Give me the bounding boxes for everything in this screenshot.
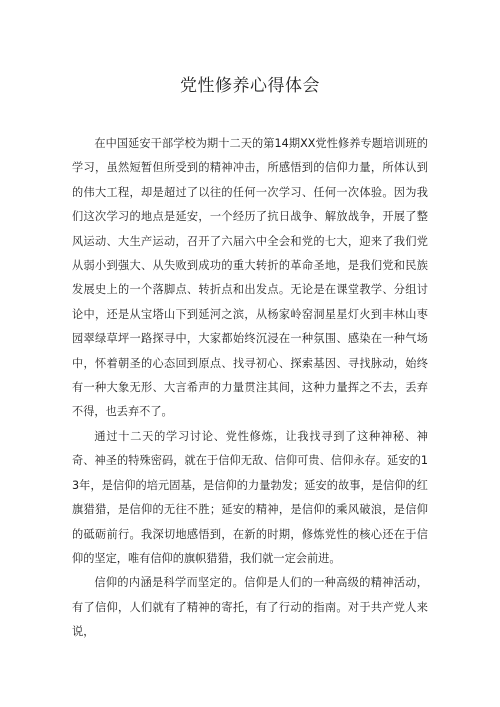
paragraph-3: 信仰的内涵是科学而坚定的。信仰是人们的一种高级的精神活动，有了信仰，人们就有了精神的寄托，有了行动的指南。对于共产党人来说， (72, 576, 428, 639)
document-body (72, 132, 428, 645)
document-title: 党性修养心得体会 (180, 76, 320, 96)
paragraph-2: 通过十二天的学习讨论、党性修炼，让我找寻到了这种神秘、神奇、神圣的特殊密码，就在于信仰无敌、信仰可贵、信仰永存。延安的13年，是信仰的培元固基，是信仰的力量勃发；延安的故事，是信仰的红旗猎猎，是信仰的无往不胜；延安的精神，是信仰的乘风破浪，是信仰的砥砺前行。我深切地感悟到，在新的时期，修炼党性的核心还在于信仰的坚定，唯有信仰的旗帜猎猎，我们就一定会前进。 (72, 429, 428, 565)
paragraph-1: 在中国延安干部学校为期十二天的第14期XX党性修养专题培训班的学习，虽然短暂但所受到的精神冲击，所感悟到的信仰力量，所体认到的伟大工程，却是超过了以往的任何一次学习、任何一次体验。因为我们这次学习的地点是延安，一个经历了抗日战争、解放战争，开展了整风运动、大生产运动，召开了六届六中全会和党的七大，迎来了我们党从弱小到强大、从失败到成功的重大转折的革命圣地，是我们党和民族发展史上的一个落脚点、转折点和出发点。无论是在课堂教学、分组讨论中，还是从宝塔山下到延河之滨，从杨家岭窑洞星星灯火到丰林山枣园翠绿草坪一路探寻中，大家都始终沉浸在一种氛围、感染在一种气场中，怀着朝圣的心态回到原点、找寻初心、探索基因、寻找脉动，始终有一种大象无形、大言希声的力量贯注其间，这种力量挥之不去，丢弃不得，也丢弃不了。 (72, 137, 428, 419)
